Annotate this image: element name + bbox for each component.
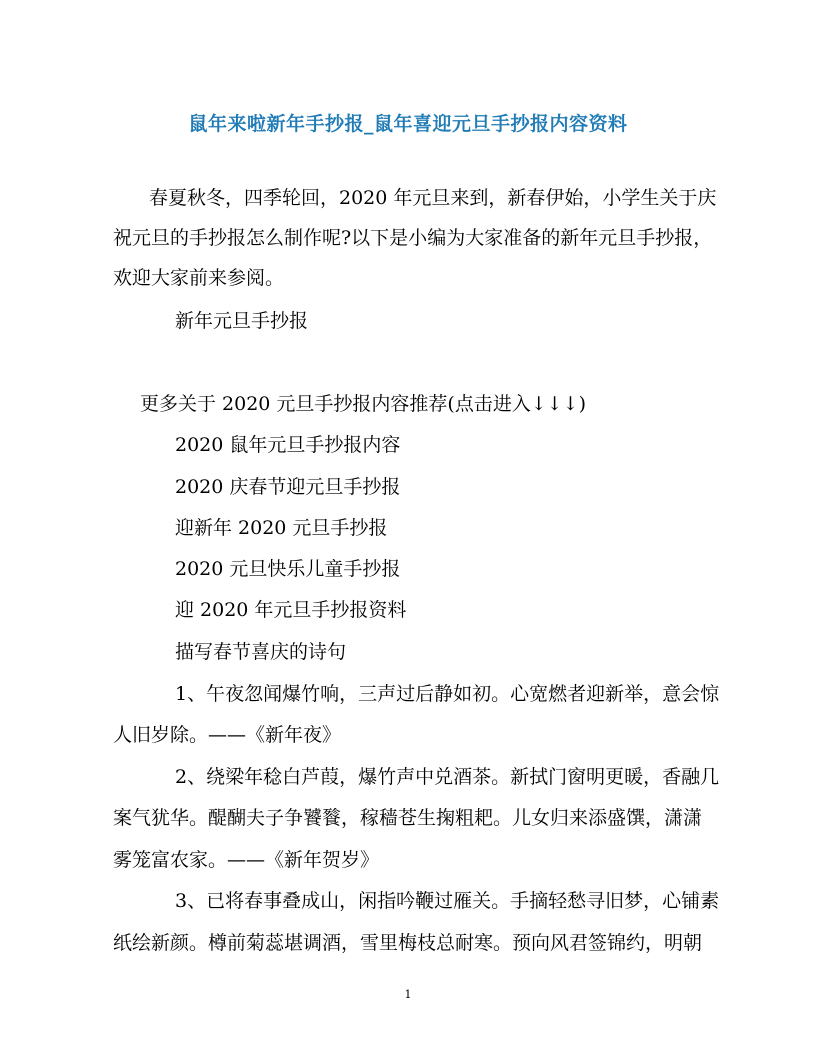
poem-3-line-2: 纸绘新颜。樽前菊蕊堪调酒，雪里梅枝总耐寒。预向风君签锦约，明朝	[113, 932, 703, 954]
intro-line-3: 欢迎大家前来参阅。	[113, 267, 285, 289]
poem-2-line-3: 雾笼富农家。——《新年贺岁》	[113, 849, 380, 871]
poem-heading: 描写春节喜庆的诗句	[175, 641, 347, 663]
page-number: 1	[404, 988, 412, 1001]
link-item[interactable]: 2020 元旦快乐儿童手抄报	[175, 558, 401, 580]
poem-2-line-2: 案气犹华。醍醐夫子争饕餮，稼穑苍生掬粗耙。儿女归来添盛馔，潇潇	[113, 807, 703, 829]
intro-line-2: 祝元旦的手抄报怎么制作呢?以下是小编为大家准备的新年元旦手抄报，	[113, 227, 713, 249]
poem-2-line-1: 2、绕梁年稔白芦葭，爆竹声中兑酒茶。新拭门窗明更暖，香融几	[175, 766, 720, 788]
more-heading: 更多关于 2020 元旦手抄报内容推荐(点击进入↓↓↓)	[140, 393, 587, 415]
link-item[interactable]: 迎 2020 年元旦手抄报资料	[175, 599, 407, 621]
section-heading: 新年元旦手抄报	[175, 310, 309, 332]
document-title: 鼠年来啦新年手抄报_鼠年喜迎元旦手抄报内容资料	[188, 113, 628, 135]
poem-3-line-1: 3、已将春事叠成山，闲指吟鞭过雁关。手摘轻愁寻旧梦，心铺素	[175, 890, 720, 912]
poem-1-line-1: 1、午夜忽闻爆竹响，三声过后静如初。心宽燃者迎新举，意会惊	[175, 683, 720, 705]
link-item[interactable]: 2020 庆春节迎元旦手抄报	[175, 476, 401, 498]
link-item[interactable]: 2020 鼠年元旦手抄报内容	[175, 434, 401, 456]
link-item[interactable]: 迎新年 2020 元旦手抄报	[175, 517, 388, 539]
poem-1-line-2: 人旧岁除。——《新年夜》	[113, 724, 342, 746]
intro-line-1: 春夏秋冬，四季轮回，2020 年元旦来到，新春伊始，小学生关于庆	[149, 187, 717, 209]
